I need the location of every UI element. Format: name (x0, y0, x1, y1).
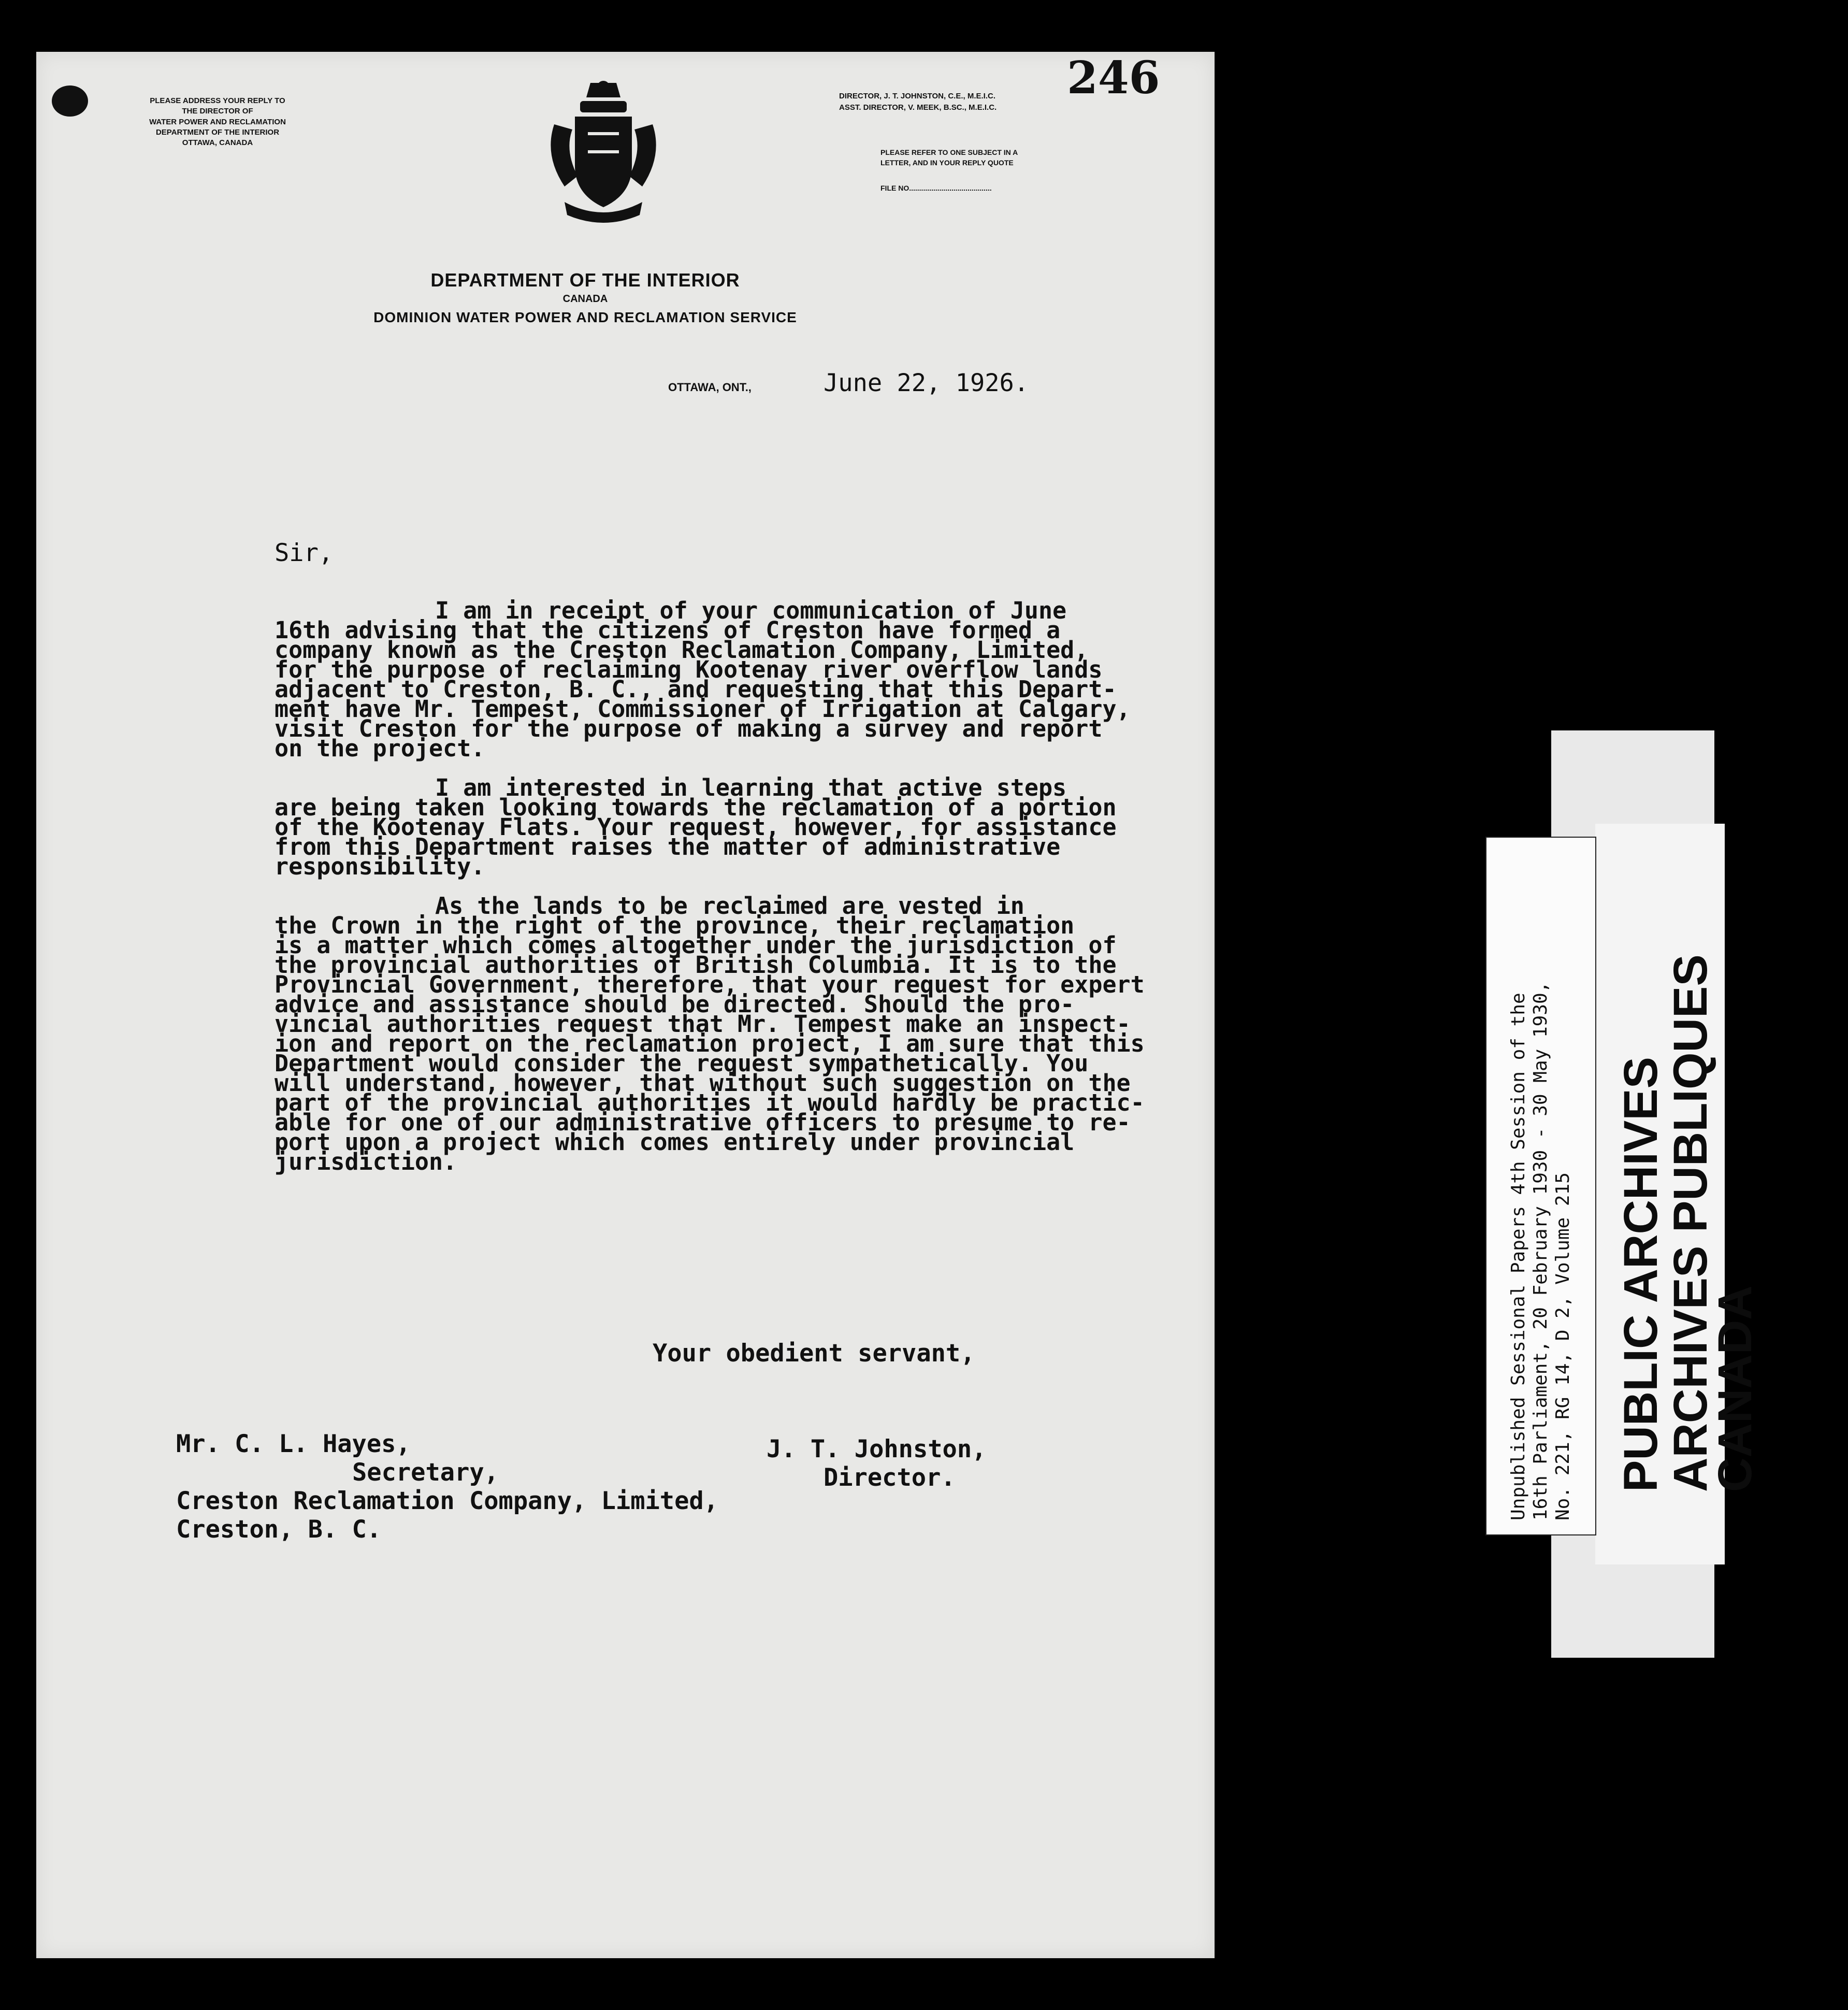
stamp-line: PUBLIC ARCHIVES (1614, 1057, 1667, 1492)
text-line: are being taken looking towards the reclamation of a portion (275, 794, 1117, 821)
place-line: OTTAWA, ONT., (668, 381, 752, 394)
directors-block (839, 91, 1171, 113)
text-line: advice and assistance should be directed. Should the pro- (275, 990, 1075, 1018)
text-line: port upon a project which comes entirely under provincial (275, 1128, 1075, 1156)
text-line: ment have Mr. Tempest, Commissioner of Irrigation at Calgary, (275, 695, 1131, 723)
paragraph (275, 597, 1207, 762)
text-line: will understand, however, that without such suggestion on the (275, 1069, 1131, 1097)
stamp-line: CANADA (1709, 1285, 1762, 1492)
text-line: company known as the Creston Reclamation Company, Limited, (275, 636, 1089, 664)
addressee-block (176, 1430, 718, 1544)
reply-line: THE DIRECTOR OF (182, 107, 253, 116)
text-line: adjacent to Creston, B. C., and requesting that this Depart- (275, 676, 1117, 703)
text-line: for the purpose of reclaiming Kootenay river overflow lands (275, 656, 1103, 683)
label-line: No. 221, RG 14, D 2, Volume 215 (1552, 1172, 1573, 1520)
addressee-line: Secretary, (352, 1458, 499, 1487)
text-line: visit Creston for the purpose of making a survey and report (275, 715, 1103, 742)
archives-stamp (1616, 954, 1765, 1492)
page-number: 246 (1067, 52, 1160, 104)
text-line: able for one of our administrative officers to presume to re- (275, 1109, 1131, 1136)
label-line: 16th Parliament, 20 February 1930 - 30 May 1930, (1530, 981, 1551, 1520)
text-line: of the Kootenay Flats. Your request, however, for assistance (275, 813, 1117, 841)
addressee-line: Mr. C. L. Hayes, (176, 1430, 411, 1458)
paragraph (275, 774, 1207, 880)
department-heading (275, 269, 896, 326)
service-name: DOMINION WATER POWER AND RECLAMATION SERVICE (373, 309, 797, 325)
addressee-line: Creston Reclamation Company, Limited, (176, 1487, 718, 1515)
signer-name: J. T. Johnston, (767, 1435, 987, 1463)
reply-line: OTTAWA, CANADA (182, 138, 253, 147)
text-line: part of the provincial authorities it would hardly be practic- (275, 1089, 1145, 1116)
text-line: As the lands to be reclaimed are vested in (435, 892, 1024, 920)
signer-title: Director. (824, 1463, 956, 1492)
country-name: CANADA (562, 293, 608, 305)
department-name: DEPARTMENT OF THE INTERIOR (430, 269, 740, 291)
text-line: Provincial Government, therefore, that your request for expert (275, 971, 1145, 998)
asst-director-line: ASST. DIRECTOR, V. MEEK, B.SC., M.E.I.C. (839, 103, 997, 112)
reply-line: WATER POWER AND RECLAMATION (149, 117, 286, 126)
coat-of-arms-icon (544, 78, 663, 233)
text-line: I am in receipt of your communication of June (435, 597, 1067, 624)
signature-block (767, 1435, 986, 1492)
text-line: jurisdiction. (275, 1148, 457, 1175)
reply-address-block (73, 96, 363, 148)
stamp-line: ARCHIVES PUBLIQUES (1664, 954, 1717, 1492)
text-line: I am interested in learning that active steps (435, 774, 1067, 801)
text-line: Department would consider the request sympathetically. You (275, 1050, 1089, 1077)
paragraph (275, 892, 1207, 1175)
refer-line: PLEASE REFER TO ONE SUBJECT IN A (880, 148, 1018, 156)
salutation: Sir, (275, 539, 334, 567)
text-line: 16th advising that the citizens of Creston have formed a (275, 616, 1061, 644)
text-line: vincial authorities request that Mr. Tempest make an inspect- (275, 1010, 1131, 1038)
closing: Your obedient servant, (653, 1339, 975, 1368)
text-line: ion and report on the reclamation project, I am sure that this (275, 1030, 1145, 1057)
text-line: the Crown in the right of the province, their reclamation (275, 912, 1075, 939)
reply-line: PLEASE ADDRESS YOUR REPLY TO (150, 96, 285, 105)
text-line: is a matter which comes altogether under the jurisdiction of (275, 931, 1117, 959)
label-line: Unpublished Sessional Papers 4th Session of the (1508, 993, 1529, 1520)
letter-date: June 22, 1926. (824, 369, 1029, 397)
refer-note (880, 148, 1160, 168)
text-line: responsibility. (275, 853, 485, 880)
text-line: from this Department raises the matter of administrative (275, 833, 1061, 860)
addressee-line: Creston, B. C. (176, 1515, 382, 1544)
director-line: DIRECTOR, J. T. JOHNSTON, C.E., M.E.I.C. (839, 92, 995, 101)
file-number: FILE NO......................................... (880, 184, 992, 192)
letter-body (275, 597, 1207, 1191)
reply-line: DEPARTMENT OF THE INTERIOR (155, 127, 280, 137)
text-line: on the project. (275, 735, 485, 762)
archive-label-text (1507, 982, 1574, 1520)
text-line: the provincial authorities of British Columbia. It is to the (275, 951, 1117, 979)
refer-line: LETTER, AND IN YOUR REPLY QUOTE (880, 158, 1014, 167)
